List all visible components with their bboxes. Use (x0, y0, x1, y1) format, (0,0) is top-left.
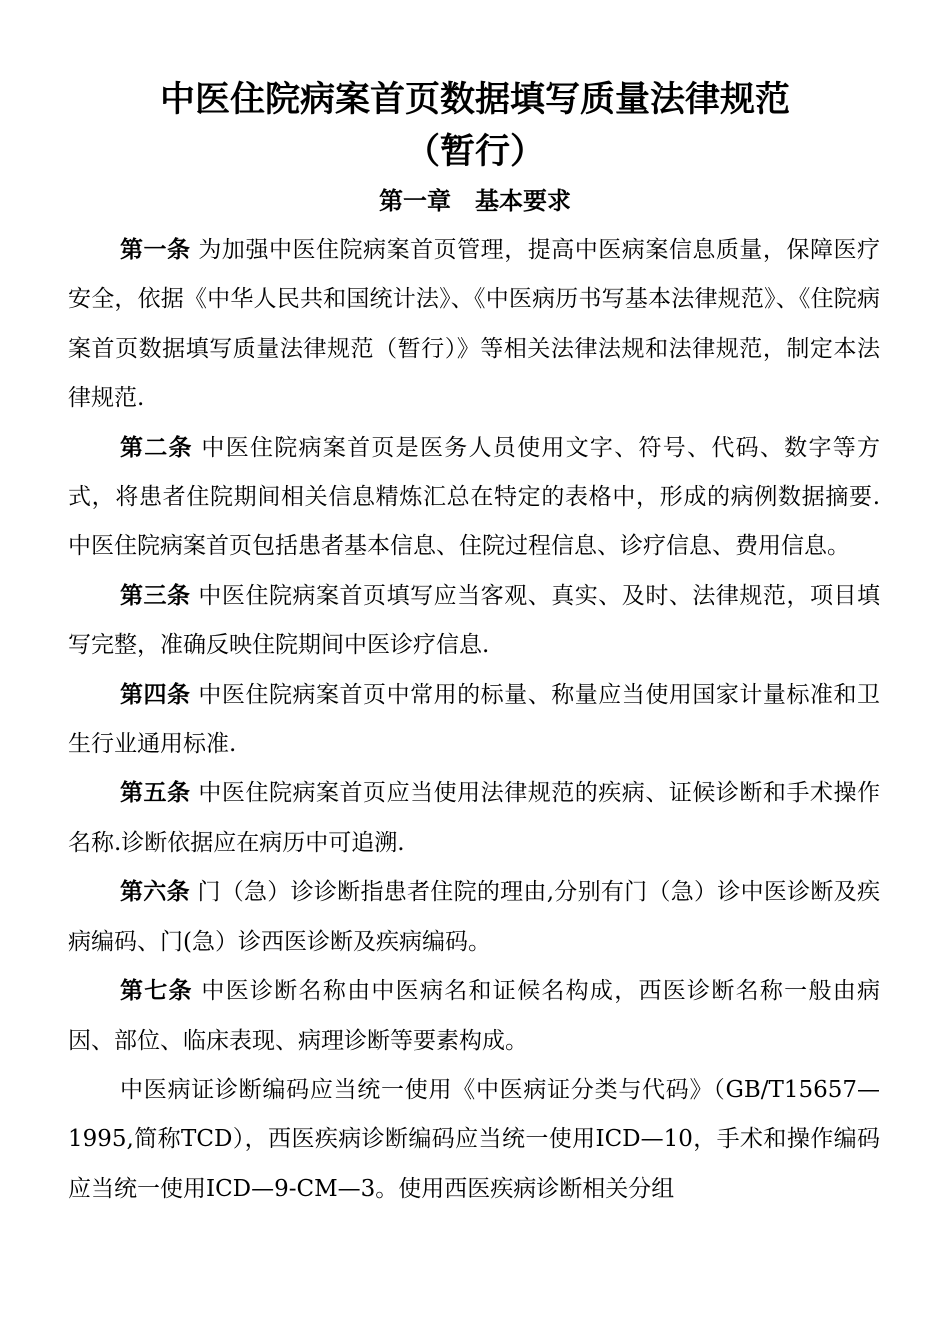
article-paragraph (68, 424, 880, 572)
article-text: 中医诊断名称由中医病名和证候名构成，西医诊断名称一般由病因、部位、临床表现、病理诊断等要素构成。 (68, 978, 881, 1054)
chapter-heading: 第一章 基本要求 (379, 187, 571, 215)
article-number: 第四条 (120, 681, 191, 708)
article-paragraph (68, 769, 880, 868)
article-number: 第二条 (120, 434, 193, 461)
document-title-suffix: （暂行） (404, 132, 545, 172)
article-number: 第六条 (120, 879, 190, 906)
article-text: 为加强中医住院病案首页管理，提高中医病案信息质量，保障医疗安全，依据《中华人民共和国统计法》、《中医病历书写基本法律规范》、《住院病案首页数据填写质量法律规范（暂行）》等相关法律法规和法律规范，制定本法律规范. (68, 237, 881, 412)
article-number: 第三条 (120, 582, 191, 609)
article-number: 第一条 (120, 237, 191, 263)
body-paragraph (68, 1066, 880, 1214)
article-number: 第五条 (120, 780, 191, 807)
article-text: 门（急）诊诊断指患者住院的理由,分别有门（急）诊中医诊断及疾病编码、门(急）诊西医诊断及疾病编码。 (68, 879, 881, 955)
paragraph-text: 中医病证诊断编码应当统一使用《中医病证分类与代码》（GB/T15657—1995,简称TCD），西医疾病诊断编码应当统一使用ICD—10，手术和操作编码应当统一使用ICD—9-CM—3。使用西医疾病诊断相关分组 (68, 1076, 880, 1202)
article-number: 第七条 (120, 978, 193, 1005)
document-body (68, 226, 880, 1214)
article-text: 中医住院病案首页是医务人员使用文字、符号、代码、数字等方式，将患者住院期间相关信息精炼汇总在特定的表格中，形成的病例数据摘要.中医住院病案首页包括患者基本信息、住院过程信息、诊疗信息、费用信息。 (68, 434, 881, 560)
article-paragraph (68, 868, 880, 967)
article-text: 中医住院病案首页填写应当客观、真实、及时、法律规范，项目填写完整，准确反映住院期间中医诊疗信息. (68, 582, 881, 659)
article-text: 中医住院病案首页应当使用法律规范的疾病、证候诊断和手术操作名称.诊断依据应在病历中可追溯. (68, 780, 881, 856)
article-paragraph (68, 572, 880, 671)
article-text: 中医住院病案首页中常用的标量、称量应当使用国家计量标准和卫生行业通用标准. (68, 681, 881, 758)
article-paragraph (68, 671, 880, 770)
article-paragraph (68, 226, 880, 424)
article-paragraph (68, 967, 880, 1066)
document-title: 中医住院病案首页数据填写质量法律规范 (159, 80, 790, 120)
